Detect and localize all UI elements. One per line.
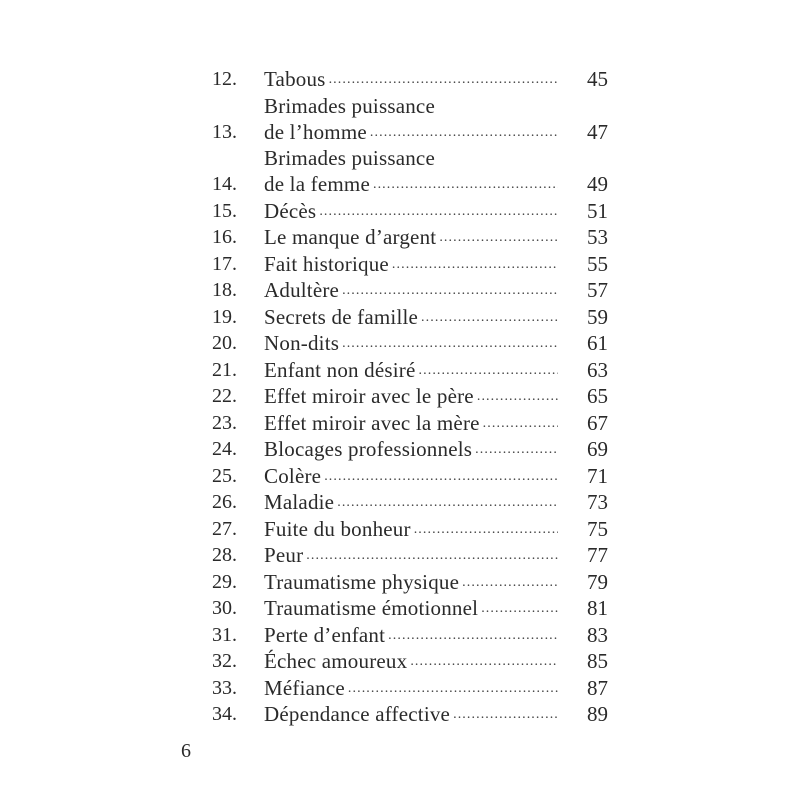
- toc-entry-body: [264, 516, 608, 542]
- toc-entry-line: [264, 701, 608, 727]
- toc-entry-body: [264, 489, 608, 515]
- toc-entry-body: [264, 93, 608, 145]
- toc-entry-title: Fait historique: [264, 251, 389, 276]
- toc-entry-page: 47: [587, 119, 608, 144]
- dot-leader: [373, 176, 558, 194]
- toc-entry-title: Enfant non désiré: [264, 357, 416, 382]
- toc-entry-page: 71: [587, 463, 608, 488]
- toc-entry-page: 69: [587, 437, 608, 461]
- toc-entry-title: Adultère: [264, 278, 340, 302]
- toc-entry-title: Colère: [264, 463, 322, 488]
- toc-entry-number: 28.: [212, 544, 237, 566]
- toc-entry-number: 17.: [212, 252, 237, 275]
- dot-leader: [410, 653, 558, 671]
- toc-entry-number: 16.: [212, 226, 237, 248]
- toc-entry-title: Secrets de famille: [264, 304, 419, 329]
- dot-leader: [306, 547, 558, 565]
- toc-entry-body: [264, 251, 608, 277]
- toc-entry-body: [264, 648, 608, 674]
- toc-entry-line: [264, 66, 608, 92]
- toc-entry-page: 53: [587, 225, 608, 249]
- toc-entry-line: [264, 489, 608, 515]
- toc-entry-number: 24.: [212, 438, 237, 460]
- toc-entry-line: [264, 383, 608, 409]
- toc-entry-body: [264, 330, 608, 356]
- toc-entry-line: [264, 93, 608, 119]
- toc-entry-line: [264, 436, 608, 462]
- dot-leader: [319, 203, 558, 221]
- toc-entry-line: [264, 569, 608, 595]
- toc-entry-page: 67: [587, 410, 608, 435]
- toc-entry-line: [264, 595, 608, 621]
- toc-entry-page: 85: [587, 649, 608, 673]
- toc-entry-title: Méfiance: [264, 675, 345, 700]
- toc-entry-title: Brimades puissance: [264, 93, 435, 118]
- toc-entry-line: [264, 622, 608, 648]
- toc-entry: [212, 701, 608, 727]
- toc-entry-number: 21.: [212, 358, 237, 381]
- toc-entry-title: Non-dits: [264, 331, 340, 355]
- dot-leader: [342, 335, 558, 353]
- toc-entry-title: Maladie: [264, 490, 335, 514]
- toc-entry-number: 32.: [212, 650, 237, 672]
- toc-entry-title: Blocages professionnels: [264, 437, 473, 461]
- dot-leader: [481, 600, 558, 618]
- toc-entry-title: Décès: [264, 198, 317, 223]
- toc-entry-number: 30.: [212, 597, 237, 619]
- toc-entry-line: [264, 171, 608, 197]
- toc-entry-page: 75: [587, 516, 608, 541]
- toc-entry-body: [264, 463, 608, 489]
- toc-entry-line: [264, 675, 608, 701]
- toc-entry: [212, 595, 608, 621]
- toc-entry-number: 26.: [212, 491, 237, 513]
- toc-entry-page: 63: [587, 357, 608, 382]
- toc-entry-body: [264, 145, 608, 197]
- toc-entry-page: 49: [587, 172, 608, 196]
- toc-entry: [212, 489, 608, 515]
- table-of-contents: [212, 66, 608, 728]
- toc-entry: [212, 436, 608, 462]
- toc-entry-number: 18.: [212, 279, 237, 301]
- toc-entry-number: 14.: [212, 173, 237, 195]
- toc-entry-page: 81: [587, 596, 608, 620]
- toc-entry-number: 33.: [212, 676, 237, 699]
- toc-entry: [212, 66, 608, 92]
- toc-entry-body: [264, 357, 608, 383]
- toc-entry-page: 87: [587, 675, 608, 700]
- dot-leader: [388, 627, 558, 645]
- dot-leader: [392, 256, 558, 274]
- toc-entry-title: Dépendance affective: [264, 702, 451, 726]
- toc-entry-body: [264, 304, 608, 330]
- toc-entry-number: 22.: [212, 385, 237, 407]
- toc-entry-title: Fuite du bonheur: [264, 516, 411, 541]
- toc-entry: [212, 648, 608, 674]
- toc-entry-line: [264, 330, 608, 356]
- toc-entry-page: 79: [587, 569, 608, 594]
- toc-entry-line: [264, 119, 608, 145]
- toc-entry-body: [264, 595, 608, 621]
- toc-entry-body: [264, 277, 608, 303]
- toc-entry-page: 45: [587, 67, 608, 91]
- dot-leader: [370, 124, 558, 142]
- toc-entry-line: [264, 648, 608, 674]
- toc-entry: [212, 145, 608, 197]
- toc-entry-body: [264, 198, 608, 224]
- dot-leader: [475, 441, 558, 459]
- toc-entry-line: [264, 224, 608, 250]
- toc-entry-line: [264, 516, 608, 542]
- toc-entry-body: [264, 436, 608, 462]
- toc-entry-page: 59: [587, 304, 608, 329]
- toc-entry-title: Traumatisme physique: [264, 569, 460, 594]
- toc-entry-number: 25.: [212, 464, 237, 487]
- toc-entry-number: 13.: [212, 120, 237, 143]
- toc-entry: [212, 410, 608, 436]
- toc-entry-title: Perte d’enfant: [264, 622, 386, 647]
- toc-entry-title: de la femme: [264, 172, 370, 196]
- toc-entry-page: 61: [587, 331, 608, 355]
- toc-entry-body: [264, 542, 608, 568]
- toc-entry-number: 23.: [212, 411, 237, 434]
- toc-entry-page: 65: [587, 384, 608, 408]
- toc-entry: [212, 542, 608, 568]
- toc-entry: [212, 463, 608, 489]
- dot-leader: [337, 494, 558, 512]
- toc-entry-title: Échec amoureux: [264, 649, 408, 673]
- toc-entry-number: 29.: [212, 570, 237, 593]
- toc-entry-number: 12.: [212, 68, 237, 90]
- toc-entry: [212, 330, 608, 356]
- toc-entry-body: [264, 410, 608, 436]
- toc-entry-body: [264, 701, 608, 727]
- toc-entry-page: 77: [587, 543, 608, 567]
- toc-entry-title: Brimades puissance: [264, 146, 435, 170]
- toc-entry-body: [264, 383, 608, 409]
- dot-leader: [324, 468, 558, 486]
- toc-entry-page: 55: [587, 251, 608, 276]
- dot-leader: [342, 282, 558, 300]
- toc-entry-number: 20.: [212, 332, 237, 354]
- dot-leader: [419, 362, 558, 380]
- dot-leader: [477, 388, 558, 406]
- toc-entry: [212, 93, 608, 145]
- toc-entry-title: Effet miroir avec la mère: [264, 410, 480, 435]
- toc-entry-body: [264, 622, 608, 648]
- toc-entry-title: Effet miroir avec le père: [264, 384, 474, 408]
- dot-leader: [453, 706, 558, 724]
- dot-leader: [483, 415, 558, 433]
- toc-entry: [212, 224, 608, 250]
- toc-entry: [212, 251, 608, 277]
- toc-entry: [212, 357, 608, 383]
- dot-leader: [421, 309, 558, 327]
- toc-entry-number: 19.: [212, 305, 237, 328]
- toc-entry-line: [264, 542, 608, 568]
- dot-leader: [439, 229, 558, 247]
- toc-entry: [212, 304, 608, 330]
- toc-entry-page: 83: [587, 622, 608, 647]
- toc-entry: [212, 198, 608, 224]
- toc-entry-title: Peur: [264, 543, 304, 567]
- toc-entry-line: [264, 145, 608, 171]
- toc-entry-number: 15.: [212, 199, 237, 222]
- toc-entry-line: [264, 277, 608, 303]
- toc-entry-title: Traumatisme émotionnel: [264, 596, 479, 620]
- toc-entry-line: [264, 304, 608, 330]
- toc-entry: [212, 622, 608, 648]
- toc-entry-title: de l’homme: [264, 119, 367, 144]
- toc-entry-line: [264, 198, 608, 224]
- toc-entry-page: 89: [587, 702, 608, 726]
- toc-entry-body: [264, 66, 608, 92]
- toc-entry-number: 27.: [212, 517, 237, 540]
- toc-entry: [212, 675, 608, 701]
- toc-entry-title: Le manque d’argent: [264, 225, 437, 249]
- toc-entry-number: 34.: [212, 703, 237, 725]
- page-number: 6: [181, 740, 191, 762]
- toc-entry-number: 31.: [212, 623, 237, 646]
- toc-entry-page: 73: [587, 490, 608, 514]
- dot-leader: [462, 574, 558, 592]
- toc-entry: [212, 277, 608, 303]
- dot-leader: [348, 680, 558, 698]
- toc-entry-body: [264, 224, 608, 250]
- toc-entry: [212, 569, 608, 595]
- dot-leader: [329, 71, 558, 89]
- toc-entry-line: [264, 357, 608, 383]
- toc-entry-line: [264, 251, 608, 277]
- toc-entry-line: [264, 410, 608, 436]
- toc-entry: [212, 516, 608, 542]
- toc-entry-page: 57: [587, 278, 608, 302]
- toc-entry-title: Tabous: [264, 67, 326, 91]
- toc-entry-line: [264, 463, 608, 489]
- toc-entry-body: [264, 569, 608, 595]
- dot-leader: [414, 521, 558, 539]
- toc-entry-body: [264, 675, 608, 701]
- toc-entry: [212, 383, 608, 409]
- toc-entry-page: 51: [587, 198, 608, 223]
